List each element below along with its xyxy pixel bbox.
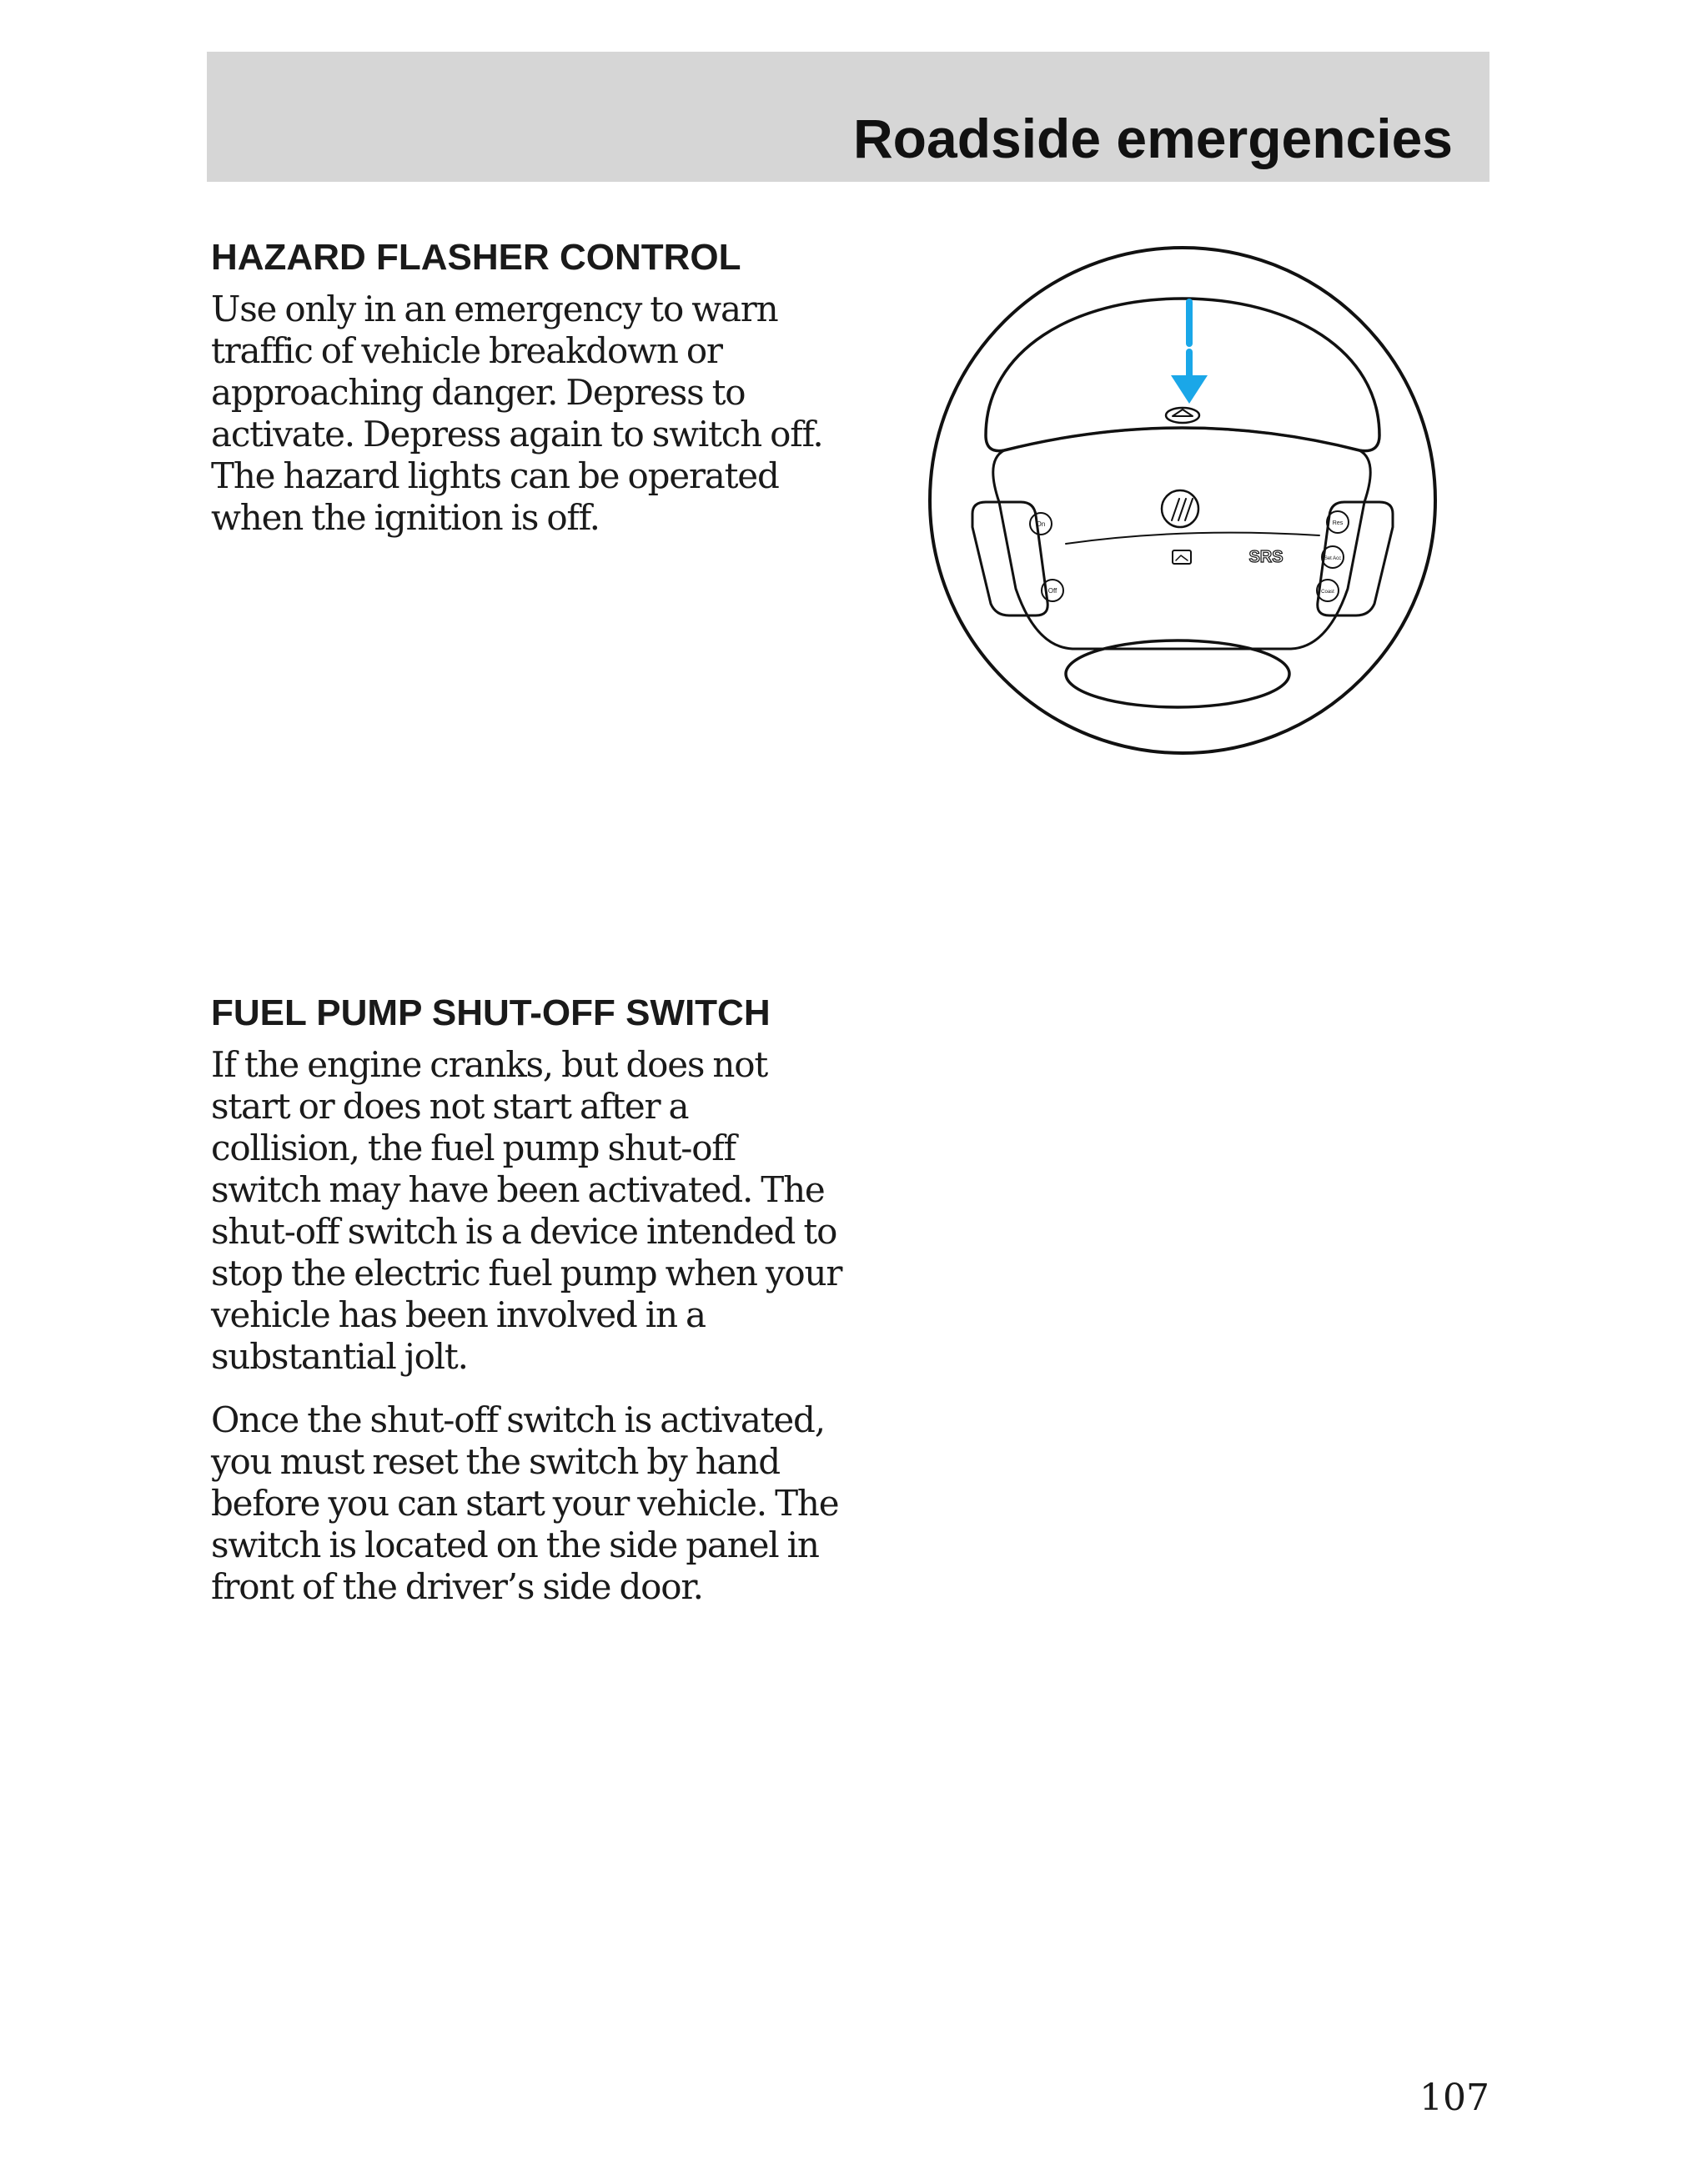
fuel-pump-paragraph-2: Once the shut-off switch is activated, you must reset the switch by hand before you can start your vehicle. The switch is located on the side panel in front of the driver’s side door. bbox=[211, 1399, 839, 1607]
right-button-res-label: Res bbox=[1332, 520, 1344, 526]
section-header-band bbox=[207, 52, 1489, 182]
left-button-on-label: On bbox=[1036, 520, 1046, 528]
page-number: 107 bbox=[1419, 2077, 1489, 2119]
left-button-off-label: Off bbox=[1047, 587, 1057, 595]
srs-label: SRS bbox=[1248, 548, 1284, 566]
fuel-pump-section bbox=[211, 991, 845, 1630]
fuel-pump-heading: FUEL PUMP SHUT-OFF SWITCH bbox=[211, 992, 771, 1033]
steering-wheel-icon bbox=[924, 242, 1441, 759]
hazard-flasher-section bbox=[211, 235, 845, 560]
fuel-pump-paragraph-1: If the engine cranks, but does not start or does not start after a collision, the fuel pump shut-off switch may have been activated. The shut-off switch is a device intended to stop the electric fuel pump when your vehicle has been involved in a substantial jolt. bbox=[211, 1044, 842, 1377]
right-button-set-label: Set Acc bbox=[1324, 556, 1342, 561]
right-button-coast-label: Coast bbox=[1321, 590, 1334, 595]
steering-wheel-illustration bbox=[924, 242, 1441, 759]
hazard-flasher-heading: HAZARD FLASHER CONTROL bbox=[211, 237, 741, 278]
section-title: Roadside emergencies bbox=[853, 108, 1453, 169]
hazard-flasher-text: Use only in an emergency to warn traffic of vehicle breakdown or approaching danger. Depress to activate. Depress again to switch off. The hazard lights can be operated when the ignition is off. bbox=[211, 289, 823, 538]
arrow-down-icon bbox=[1171, 302, 1208, 404]
